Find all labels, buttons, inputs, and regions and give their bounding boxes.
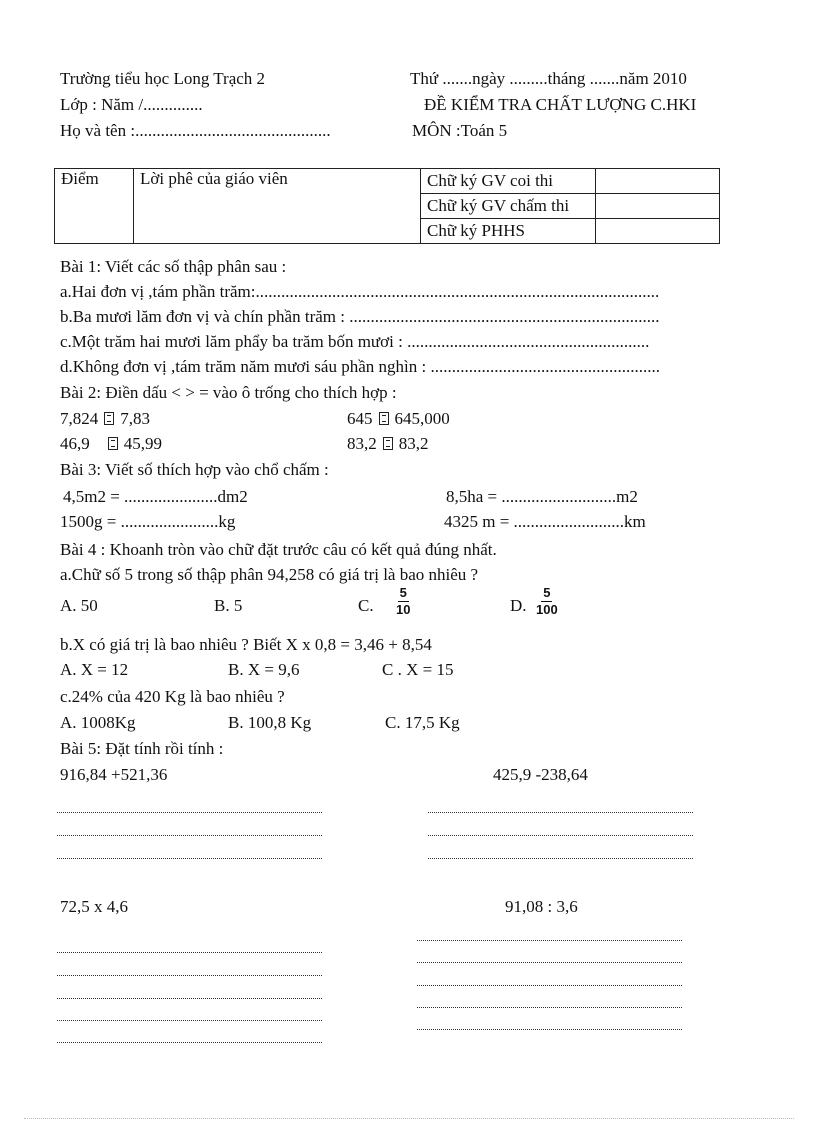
answer-line[interactable] — [417, 1007, 682, 1008]
answer-line[interactable] — [57, 812, 322, 813]
answer-line[interactable] — [428, 835, 693, 836]
bai4-qb-option-a[interactable]: A. X = 12 — [60, 660, 129, 679]
class-line: Lớp : Năm /.............. — [60, 95, 203, 114]
answer-line[interactable] — [57, 952, 322, 953]
parent-signature-field[interactable] — [596, 219, 720, 244]
grade-table — [54, 168, 720, 244]
page-bottom-border — [24, 1118, 794, 1119]
answer-line[interactable] — [57, 858, 322, 859]
bai4-qa: a.Chữ số 5 trong số thập phân 94,258 có giá trị là bao nhiêu ? — [60, 565, 479, 584]
bai3-title: Bài 3: Viết số thích hợp vào chổ chấm : — [60, 460, 329, 479]
comment-cell — [134, 169, 421, 244]
fraction-numerator: 5 — [543, 585, 551, 600]
bai1-d: d.Không đơn vị ,tám trăm năm mươi sáu phần nghìn : ...................................................... — [60, 357, 660, 376]
exam-title: ĐỀ KIỂM TRA CHẤT LƯỢNG C.HKI — [424, 95, 697, 114]
bai3-b: 8,5ha = ...........................m2 — [446, 487, 638, 506]
bai2-row1-left — [60, 408, 150, 430]
bai2-r2-left-b: 45,99 — [123, 434, 162, 453]
subject-line: MÔN :Toán 5 — [412, 121, 508, 140]
bai4-qb-option-b[interactable]: B. X = 9,6 — [228, 660, 300, 679]
bai4-qa-option-d[interactable]: D. — [510, 596, 527, 615]
score-label: Điểm — [61, 169, 99, 188]
bai2-r2-right-b: 83,2 — [398, 434, 429, 453]
student-name-line: Họ và tên :.............................................. — [60, 121, 331, 140]
compare-box[interactable] — [104, 412, 114, 425]
compare-box[interactable] — [108, 437, 118, 450]
bai4-qa-option-c[interactable]: C. — [358, 596, 374, 615]
answer-line[interactable] — [57, 1020, 322, 1021]
fraction-denominator: 100 — [536, 602, 558, 617]
bai2-r1-right-a: 645 — [347, 409, 373, 428]
bai5-problem-2: 425,9 -238,64 — [493, 765, 588, 784]
answer-line[interactable] — [57, 1042, 322, 1043]
bai3-a: 4,5m2 = ......................dm2 — [63, 487, 248, 506]
answer-line[interactable] — [417, 985, 682, 986]
bai2-row1-right — [347, 408, 450, 430]
bai5-problem-1: 916,84 +521,36 — [60, 765, 168, 784]
score-cell — [55, 169, 134, 244]
answer-line[interactable] — [417, 962, 682, 963]
bai5-title: Bài 5: Đặt tính rồi tính : — [60, 739, 224, 758]
answer-line[interactable] — [57, 835, 322, 836]
proctor-signature-label: Chữ ký GV coi thi — [421, 169, 596, 194]
answer-line[interactable] — [57, 975, 322, 976]
date-line: Thứ .......ngày .........tháng .......năm 2010 — [410, 69, 687, 88]
bai4-qb-option-c[interactable]: C . X = 15 — [382, 660, 454, 679]
answer-line[interactable] — [417, 940, 682, 941]
bai2-r1-right-b: 645,000 — [394, 409, 450, 428]
bai2-r1-left-a: 7,824 — [60, 409, 99, 428]
bai4-qc: c.24% của 420 Kg là bao nhiêu ? — [60, 687, 285, 706]
bai3-d: 4325 m = ..........................km — [444, 512, 646, 531]
fraction-numerator: 5 — [399, 585, 407, 600]
grader-signature-field[interactable] — [596, 194, 720, 219]
compare-box[interactable] — [379, 412, 389, 425]
proctor-signature-field[interactable] — [596, 169, 720, 194]
bai4-title: Bài 4 : Khoanh tròn vào chữ đặt trước câu có kết quả đúng nhất. — [60, 540, 497, 559]
bai2-r1-left-b: 7,83 — [120, 409, 150, 428]
bai4-qa-option-a[interactable]: A. 50 — [60, 596, 98, 615]
bai2-r2-left-a: 46,9 — [60, 434, 90, 453]
grader-signature-label: Chữ ký GV chấm thi — [421, 194, 596, 219]
bai5-problem-4: 91,08 : 3,6 — [505, 897, 578, 916]
fraction-5-10 — [396, 585, 410, 618]
bai5-problem-3: 72,5 x 4,6 — [60, 897, 128, 916]
bai1-a: a.Hai đơn vị ,tám phần trăm:............................................................................................... — [60, 282, 660, 301]
answer-line[interactable] — [417, 1029, 682, 1030]
bai3-c: 1500g = .......................kg — [60, 512, 236, 531]
answer-line[interactable] — [428, 858, 693, 859]
school-name: Trường tiểu học Long Trạch 2 — [60, 69, 266, 88]
bai1-title: Bài 1: Viết các số thập phân sau : — [60, 257, 287, 276]
bai4-qc-option-b[interactable]: B. 100,8 Kg — [228, 713, 312, 732]
compare-box[interactable] — [383, 437, 393, 450]
fraction-5-100 — [536, 585, 558, 618]
bai4-qa-option-b[interactable]: B. 5 — [214, 596, 243, 615]
fraction-denominator: 10 — [396, 602, 411, 617]
bai4-qc-option-c[interactable]: C. 17,5 Kg — [385, 713, 460, 732]
comment-label: Lời phê của giáo viên — [140, 169, 288, 188]
bai2-row2-left — [60, 433, 162, 455]
bai1-b: b.Ba mươi lăm đơn vị và chín phần trăm : ......................................................................... — [60, 307, 660, 326]
bai1-c: c.Một trăm hai mươi lăm phẩy ba trăm bốn mươi : ......................................................... — [60, 332, 650, 351]
bai4-qb: b.X có giá trị là bao nhiêu ? Biết X x 0,8 = 3,46 + 8,54 — [60, 635, 432, 654]
bai2-row2-right — [347, 433, 429, 455]
bai2-title: Bài 2: Điền dấu < > = vào ô trống cho thích hợp : — [60, 383, 397, 402]
answer-line[interactable] — [428, 812, 693, 813]
parent-signature-label: Chữ ký PHHS — [421, 219, 596, 244]
answer-line[interactable] — [57, 998, 322, 999]
bai4-qc-option-a[interactable]: A. 1008Kg — [60, 713, 136, 732]
bai2-r2-right-a: 83,2 — [347, 434, 377, 453]
